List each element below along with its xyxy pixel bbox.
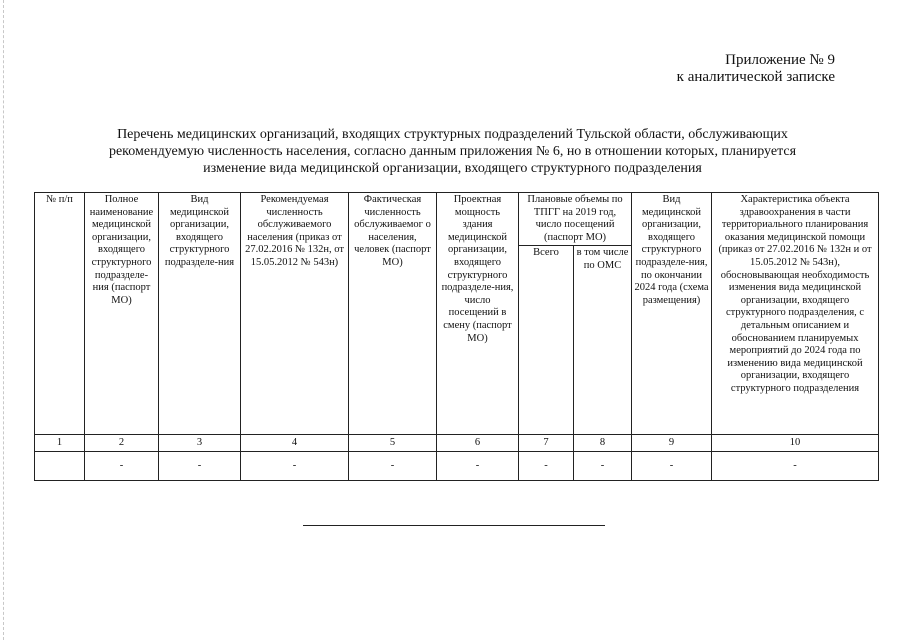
table-cell: - [241, 452, 349, 481]
table-cell [35, 452, 85, 481]
header-org-type-2024: Вид медицинской организации, входящего структурного подразделе-ния, по окончании 2024 года (схема размещения) [632, 193, 712, 435]
header-characteristics: Характеристика объекта здравоохранения в части территориального планирования оказания медицинской помощи (приказ от 27.02.2016 № 132н и от 15.05.2012 № 543н), обосновывающая необходимость изменения вида медицинской организации, входящего структурного подразделения, с детальным описанием и обоснованием планируемых мероприятий до 2024 года по изменению вида медицинской организации, входящего структурного подразделения [712, 193, 879, 435]
header-design-capacity: Проектная мощность здания медицинской организации, входящего структурного подразделе-ния, число посещений в смену (паспорт МО) [437, 193, 519, 435]
table-header-row [35, 193, 879, 246]
header-recommended-population: Рекомендуемая численность обслуживаемого населения (приказ от 27.02.2016 № 132н, от 15.05.2012 № 543н) [241, 193, 349, 435]
column-number: 2 [85, 435, 159, 452]
document-title [60, 126, 845, 177]
header-actual-population: Фактическая численность обслуживаемог о населения, человек (паспорт МО) [349, 193, 437, 435]
table-cell: - [519, 452, 574, 481]
title-line-2: рекомендуемую численность населения, согласно данным приложения № 6, но в отношении которых, планируется [108, 144, 797, 159]
table-cell: - [574, 452, 632, 481]
header-oms: в том числе по ОМС [574, 246, 632, 435]
table-cell: - [712, 452, 879, 481]
table-cell: - [349, 452, 437, 481]
appendix-header [677, 52, 835, 86]
header-full-name: Полное наименование медицинской организации, входящего структурного подразделе-ния (паспорт МО) [85, 193, 159, 435]
appendix-reference: к аналитической записке [676, 69, 835, 85]
column-number: 5 [349, 435, 437, 452]
title-line-3: изменение вида медицинской организации, входящего структурного подразделения [203, 161, 702, 176]
organizations-table [34, 192, 879, 481]
column-number: 6 [437, 435, 519, 452]
appendix-number: Приложение № 9 [725, 52, 835, 68]
column-number: 10 [712, 435, 879, 452]
column-number: 8 [574, 435, 632, 452]
header-number: № п/п [35, 193, 85, 435]
header-org-type: Вид медицинской организации, входящего структурного подразделе-ния [159, 193, 241, 435]
table-cell: - [437, 452, 519, 481]
header-planned-volumes: Плановые объемы по ТПГГ на 2019 год, число посещений (паспорт МО) [519, 193, 632, 246]
title-line-1: Перечень медицинских организаций, входящих структурных подразделений Тульской области, обслуживающих [117, 127, 788, 142]
header-total: Всего [519, 246, 574, 435]
column-numbers-row [35, 435, 879, 452]
end-separator-line [303, 525, 605, 526]
column-number: 1 [35, 435, 85, 452]
table-cell: - [159, 452, 241, 481]
column-number: 7 [519, 435, 574, 452]
column-number: 9 [632, 435, 712, 452]
page-edge-marks [3, 0, 4, 640]
table-row [35, 452, 879, 481]
column-number: 3 [159, 435, 241, 452]
column-number: 4 [241, 435, 349, 452]
table-cell: - [85, 452, 159, 481]
table-cell: - [632, 452, 712, 481]
